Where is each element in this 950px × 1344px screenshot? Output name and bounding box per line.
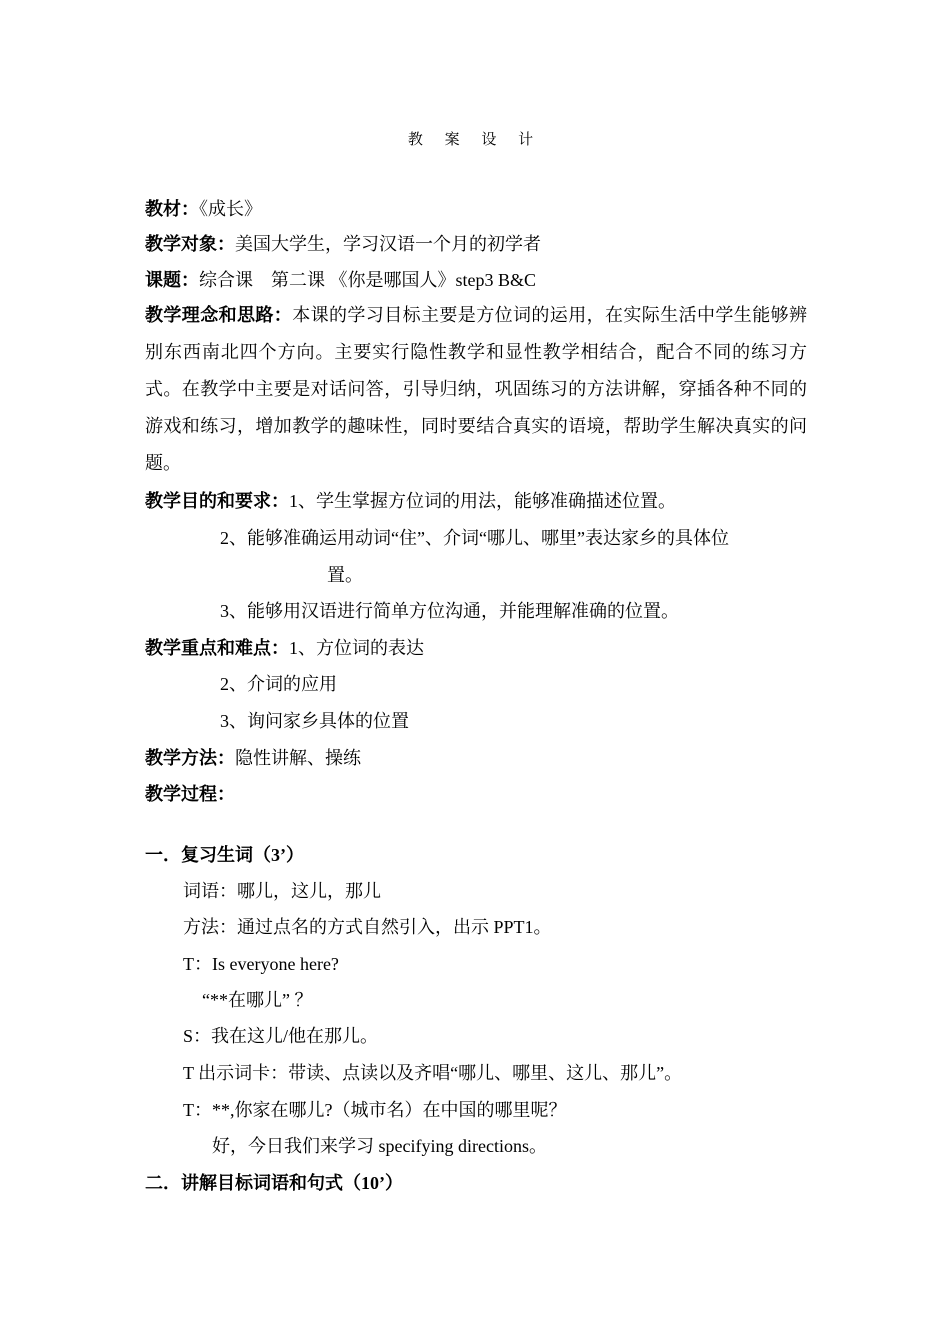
- keypoints-line: [145, 636, 424, 660]
- goals-label: 教学目的和要求：: [145, 491, 289, 511]
- goals-line: [145, 489, 676, 513]
- material-line: [145, 197, 262, 221]
- philosophy-label: 教学理念和思路：: [145, 305, 293, 325]
- material-label: 教材：: [145, 199, 199, 219]
- keypoints-item-2: 2、介词的应用: [220, 674, 337, 694]
- process-label: 教学过程：: [145, 784, 235, 804]
- goals-item-2: 2、能够准确运用动词“住”、介词“哪儿、哪里”表达家乡的具体位: [220, 528, 729, 548]
- keypoints-item-1: 1、方位词的表达: [289, 638, 424, 658]
- document-title: 教 案 设 计: [407, 132, 543, 148]
- methods-label: 教学方法：: [145, 748, 235, 768]
- topic-value: 综合课 第二课 《你是哪国人》step3 B&C: [199, 270, 537, 290]
- audience-label: 教学对象：: [145, 234, 235, 254]
- section-2-heading: 二．讲解目标词语和句式（10’）: [145, 1173, 403, 1193]
- goals-item-2-continued: 置。: [327, 565, 363, 585]
- philosophy-paragraph: [145, 297, 807, 482]
- section-1-teacher-line-3: T：**,你家在哪儿?（城市名）在中国的哪里呢？: [183, 1100, 567, 1120]
- section-1-teacher-line-2: T 出示词卡：带读、点读以及齐唱“哪儿、哪里、这儿、那儿”。: [183, 1063, 683, 1083]
- methods-value: 隐性讲解、操练: [235, 748, 361, 768]
- audience-line: [145, 232, 541, 256]
- methods-line: [145, 746, 361, 770]
- topic-line: [145, 268, 536, 292]
- audience-value: 美国大学生，学习汉语一个月的初学者: [235, 234, 541, 254]
- section-1-teacher-line-3b: 好，今日我们来学习 specifying directions。: [212, 1136, 547, 1156]
- section-1-method: 方法：通过点名的方式自然引入，出示 PPT1。: [183, 917, 552, 937]
- topic-label: 课题：: [145, 270, 199, 290]
- section-1-heading: 一．复习生词（3’）: [145, 845, 304, 865]
- philosophy-value: 本课的学习目标主要是方位词的运用，在实际生活中学生能够辨别东西南北四个方向。主要实行隐性教学和显性教学相结合，配合不同的练习方式。在教学中主要是对话问答，引导归纳，巩固练习的方法讲解，穿插各种不同的游戏和练习，增加教学的趣味性，同时要结合真实的语境，帮助学生解决真实的问题。: [145, 305, 808, 473]
- section-1-student-line: S：我在这儿/他在那儿。: [183, 1026, 379, 1046]
- keypoints-item-3: 3、询问家乡具体的位置: [220, 711, 409, 731]
- section-1-teacher-line-1b: “**在哪儿” ？: [202, 990, 313, 1010]
- section-1-teacher-line-1: T：Is everyone here?: [183, 954, 339, 974]
- goals-item-1: 1、学生掌握方位词的用法，能够准确描述位置。: [289, 491, 676, 511]
- section-1-words: 词语：哪儿，这儿，那儿: [183, 881, 381, 901]
- keypoints-label: 教学重点和难点：: [145, 638, 289, 658]
- material-value: 《成长》: [199, 199, 262, 219]
- goals-item-3: 3、能够用汉语进行简单方位沟通，并能理解准确的位置。: [220, 601, 679, 621]
